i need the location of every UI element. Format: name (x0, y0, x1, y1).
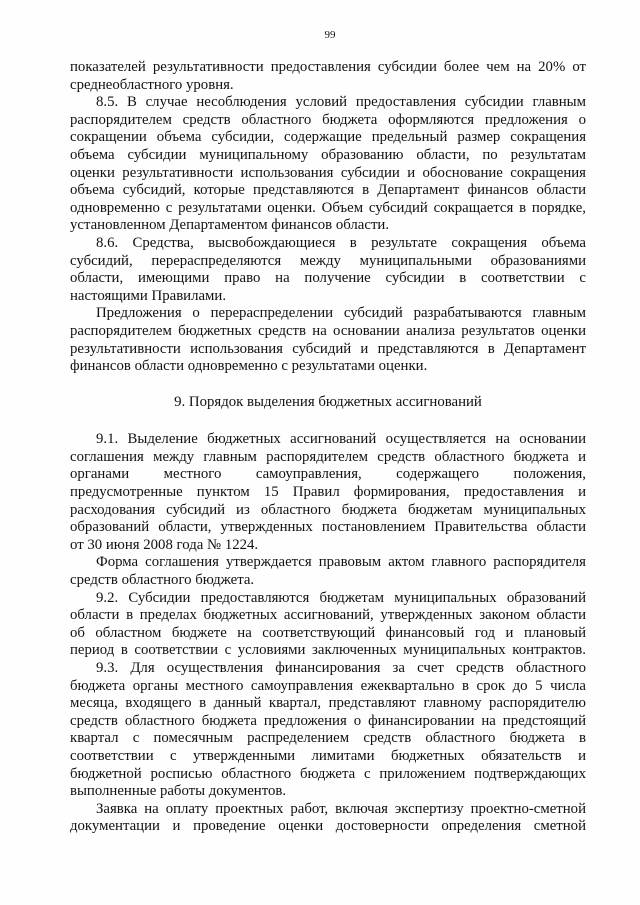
text-line: результативности использования субсидий и представляются в Департамент (70, 340, 586, 357)
text-line: выполненные работы документов. (70, 783, 287, 800)
text-line: среднеобластного уровня. (70, 76, 234, 93)
text-line: расходования субсидий из областного бюджета бюджетам муниципальных (70, 501, 586, 518)
text-line: показателей результативности предоставления субсидии более чем на 20% от (70, 59, 586, 75)
text-line: 9.3. Для осуществления финансирования за счет средств областного (96, 660, 586, 676)
text-line: Форма соглашения утверждается правовым актом главного распорядителя (96, 554, 586, 571)
text-line: 8.6. Средства, высвобождающиеся в результате сокращения объема (96, 234, 586, 251)
text-line: 9.2. Субсидии предоставляются бюджетам муниципальных образований (96, 589, 586, 606)
text-line: Предложения о перераспределении субсидий разрабатываются главным (96, 305, 586, 322)
text-line: период в соответствии с условиями заключенных муниципальных контрактов. (70, 642, 586, 659)
text-line: сокращении объема субсидии, содержащие предельный размер сокращения (70, 129, 586, 146)
text-line: средств областного бюджета предложения о финансировании на предстоящий (70, 712, 586, 729)
text-line: объема субсидии муниципальному образованию области, по результатам (70, 146, 586, 163)
clause-8-5 (70, 94, 586, 235)
text-line: 8.5. В случае несоблюдения условий предоставления субсидии главным (96, 94, 586, 111)
text-line: распорядителем бюджетных средств на основании анализа результатов оценки (70, 322, 586, 339)
text-line: квартал с помесячным распределением средств областного бюджета в (70, 730, 586, 747)
text-line: субсидий, перераспределяются между муниципальными образованиями (70, 252, 586, 269)
text-line: объема субсидий, которые представляются в Департамент финансов области (70, 182, 586, 199)
paragraph-continuation (70, 59, 586, 94)
page-number: 99 (324, 29, 336, 41)
text-line: Заявка на оплату проектных работ, включая экспертизу проектно-сметной (96, 800, 586, 817)
text-line: установленном Департаментом финансов области. (70, 217, 390, 234)
clause-9-3 (70, 660, 586, 801)
text-line: органами местного самоуправления, содержащего положения, (70, 466, 586, 483)
text-line: 9.1. Выделение бюджетных ассигнований осуществляется на основании (96, 431, 586, 448)
text-line: предусмотренные пунктом 15 Правил формирования, предоставления и (70, 484, 586, 501)
text-line: настоящими Правилами. (70, 287, 227, 304)
text-line: бюджетной росписью областного бюджета с приложением подтверждающих (70, 765, 586, 782)
document-body (70, 59, 586, 836)
text-line: месяца, входящего в данный квартал, представляют главному распорядителю (70, 695, 586, 712)
text-line: оценки результативности использования субсидии и обоснование сокращения (70, 164, 586, 181)
text-line: средств областного бюджета. (70, 572, 255, 589)
text-line: от 30 июня 2008 года № 1224. (70, 536, 259, 553)
text-line: области, имеющими право на получение субсидии в соответствии с (70, 270, 586, 287)
section-9-heading: 9. Порядок выделения бюджетных ассигнований (174, 393, 482, 410)
paragraph-redistribution-proposals (70, 305, 586, 375)
text-line: бюджета органы местного самоуправления ежеквартально в срок до 5 числа (70, 677, 586, 694)
text-line: распорядителем средств областного бюджета оформляются предложения о (70, 111, 586, 128)
clause-9-2 (70, 590, 586, 660)
text-line: области в пределах бюджетных ассигнований, утвержденных законом области (70, 607, 586, 624)
paragraph-design-works-request (70, 801, 586, 836)
paragraph-agreement-form (70, 554, 586, 589)
text-line: соответствии с утвержденными лимитами бюджетных обязательств и (70, 747, 586, 764)
text-line: документации и проведение оценки достоверности определения сметной (70, 818, 586, 835)
text-line: об областном бюджете на соответствующий финансовый год и плановый (70, 624, 586, 641)
text-line: одновременно с результатами оценки. Объем субсидий сокращается в порядке, (70, 199, 586, 216)
clause-9-1 (70, 431, 586, 554)
text-line: соглашения между главным распорядителем средств областного бюджета и (70, 448, 586, 465)
text-line: финансов области одновременно с результатами оценки. (70, 358, 428, 375)
text-line: образований области, утвержденных постановлением Правительства области (70, 519, 586, 536)
clause-8-6 (70, 235, 586, 305)
